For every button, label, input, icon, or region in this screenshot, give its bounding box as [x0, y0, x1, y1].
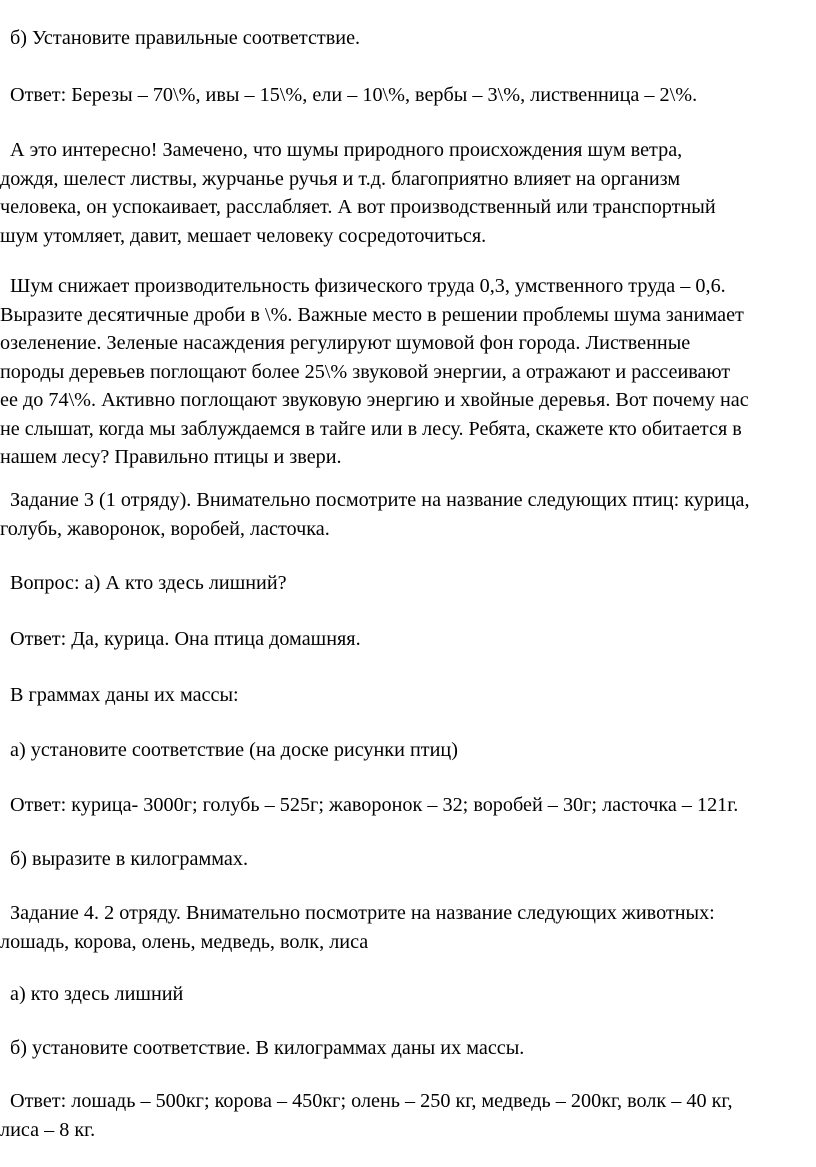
paragraph-question-a	[0, 569, 287, 598]
paragraph-task-3	[0, 486, 750, 543]
text-line: а) кто здесь лишний	[10, 983, 184, 1005]
paragraph-task-b-kilograms	[0, 845, 248, 874]
text-line: Задание 4. 2 отряду. Внимательно посмотрите на название следующих животных:	[10, 902, 715, 924]
text-line: а) установите соответствие (на доске рисунки птиц)	[10, 739, 458, 761]
paragraph-interesting-noise	[0, 136, 716, 250]
text-line: ее до 74\%. Активно поглощают звуковую энергию и хвойные деревья. Вот почему нас	[0, 389, 749, 411]
paragraph-task-b-match-animals	[0, 1034, 524, 1063]
text-line: голубь, жаворонок, воробей, ласточка.	[0, 517, 330, 540]
text-line: б) выразите в килограммах.	[10, 848, 249, 870]
text-line: озеленение. Зеленые насаждения регулируют шумовой фон города. Лиственные	[0, 332, 691, 354]
text-line: Ответ: Березы – 70\%, ивы – 15\%, ели – 10\%, вербы – 3\%, лиственница – 2\%.	[10, 84, 698, 106]
text-line: Ответ: лошадь – 500кг; корова – 450кг; олень – 250 кг, медведь – 200кг, волк – 40 кг,	[10, 1090, 733, 1112]
text-line: В граммах даны их массы:	[10, 684, 239, 706]
paragraph-task-4	[0, 899, 715, 956]
text-line: нашем лесу? Правильно птицы и звери.	[0, 446, 342, 468]
paragraph-answer-trees	[0, 81, 697, 110]
text-line: лиса – 8 кг.	[0, 1118, 96, 1141]
paragraph-question-odd-one	[0, 980, 183, 1009]
text-line: лошадь, корова, олень, медведь, волк, лиса	[0, 930, 369, 953]
text-line: Ответ: Да, курица. Она птица домашняя.	[10, 628, 361, 650]
text-line: шум утомляет, давит, мешает человеку сосредоточиться.	[0, 224, 487, 247]
paragraph-answer-animals	[0, 1087, 733, 1144]
paragraph-task-b-match	[0, 24, 360, 53]
text-line: породы деревьев поглощают более 25\% звуковой энергии, а отражают и рассеивают	[0, 360, 731, 383]
text-line: Вопрос: а) А кто здесь лишний?	[10, 572, 287, 594]
text-line: дождя, шелест листвы, журчанье ручья и т.д. благоприятно влияет на организм	[0, 167, 681, 190]
paragraph-noise-productivity	[0, 272, 749, 472]
text-line: А это интересно! Замечено, что шумы природного происхождения шум ветра,	[10, 139, 683, 161]
text-line: не слышат, когда мы заблуждаемся в тайге или в лесу. Ребята, скажете кто обитается в	[0, 417, 742, 440]
text-line: Выразите десятичные дроби в \%. Важные место в решении проблемы шума занимает	[0, 303, 744, 326]
text-line: б) Установите правильные соответствие.	[10, 27, 361, 49]
text-line: Задание 3 (1 отряду). Внимательно посмотрите на название следующих птиц: курица,	[10, 489, 750, 511]
paragraph-answer-chicken	[0, 625, 361, 654]
text-line: Шум снижает производительность физического труда 0,3, умственного труда – 0,6.	[10, 275, 726, 297]
paragraph-grams-masses	[0, 681, 239, 710]
text-line: Ответ: курица- 3000г; голубь – 525г; жаворонок – 32; воробей – 30г; ласточка – 121г.	[10, 794, 739, 816]
paragraph-answer-birds	[0, 791, 738, 820]
text-line: б) установите соответствие. В килограммах даны их массы.	[10, 1037, 525, 1059]
text-line: человека, он успокаивает, расслабляет. А вот производственный или транспортный	[0, 196, 716, 218]
paragraph-task-a-match-birds	[0, 736, 458, 765]
